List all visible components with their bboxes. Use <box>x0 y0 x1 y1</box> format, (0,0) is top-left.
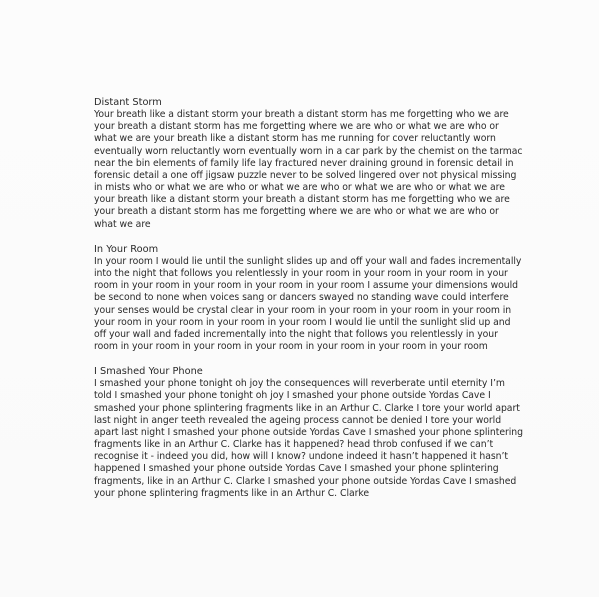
section-title: In Your Room <box>94 243 159 255</box>
lyric-section-i-smashed-your-phone <box>94 366 524 500</box>
lyrics-content <box>94 97 524 513</box>
section-body: I smashed your phone tonight oh joy the consequences will reverberate until eternity I’m told I smashed your phone tonight oh joy I smashed your phone outside Yordas Cave I smashed your phone splintering fragments like in an Arthur C. Clarke I tore your world apart last night in anger teeth revealed the ageing process cannot be denied I tore your world apart last night I smashed your phone outside Yordas Cave I smashed your phone splintering fragments like in an Arthur C. Clarke has it happened? head throb confused if we can’t recognise it - indeed you did, how will I know? undone indeed it hasn’t happened it hasn’t happened I smashed your phone outside Yordas Cave I smashed your phone splintering fragments, like in an Arthur C. Clarke I smashed your phone outside Yordas Cave I smashed your phone splintering fragments like in an Arthur C. Clarke <box>94 378 523 499</box>
lyric-section-distant-storm <box>94 97 524 231</box>
lyric-section-in-your-room <box>94 244 524 353</box>
section-body: In your room I would lie until the sunlight slides up and off your wall and fades incrementally into the night that follows you relentlessly in your room in your room in your room in your room in your room in your room in your room in your room I assume your dimensions would be second to none when voices sang or dancers swayed no standing wave could interfere your senses would be crystal clear in your room in your room in your room in your room in your room in your room in your room in your room I would lie until the sunlight slid up and off your wall and faded incrementally into the night that follows you relentlessly in your room in your room in your room in your room in your room in your room in your room <box>94 255 522 352</box>
section-title: I Smashed Your Phone <box>94 366 203 378</box>
section-body: Your breath like a distant storm your breath a distant storm has me forgetting who we are your breath a distant storm has me forgetting where we are who or what we are who or what we are your breath like a distant storm has me running for cover reluctantly worn eventually worn reluctantly worn eventually worn in a car park by the chemist on the tarmac near the bin elements of family life lay fractured never draining ground in forensic detail in forensic detail a one off jigsaw puzzle never to be solved lingered over not physical missing in mists who or what we are who or what we are who or what we are who or what we are your breath like a distant storm your breath a distant storm has me forgetting who we are your breath a distant storm has me forgetting where we are who or what we are who or what we are <box>94 109 523 230</box>
section-title: Distant Storm <box>94 97 162 108</box>
